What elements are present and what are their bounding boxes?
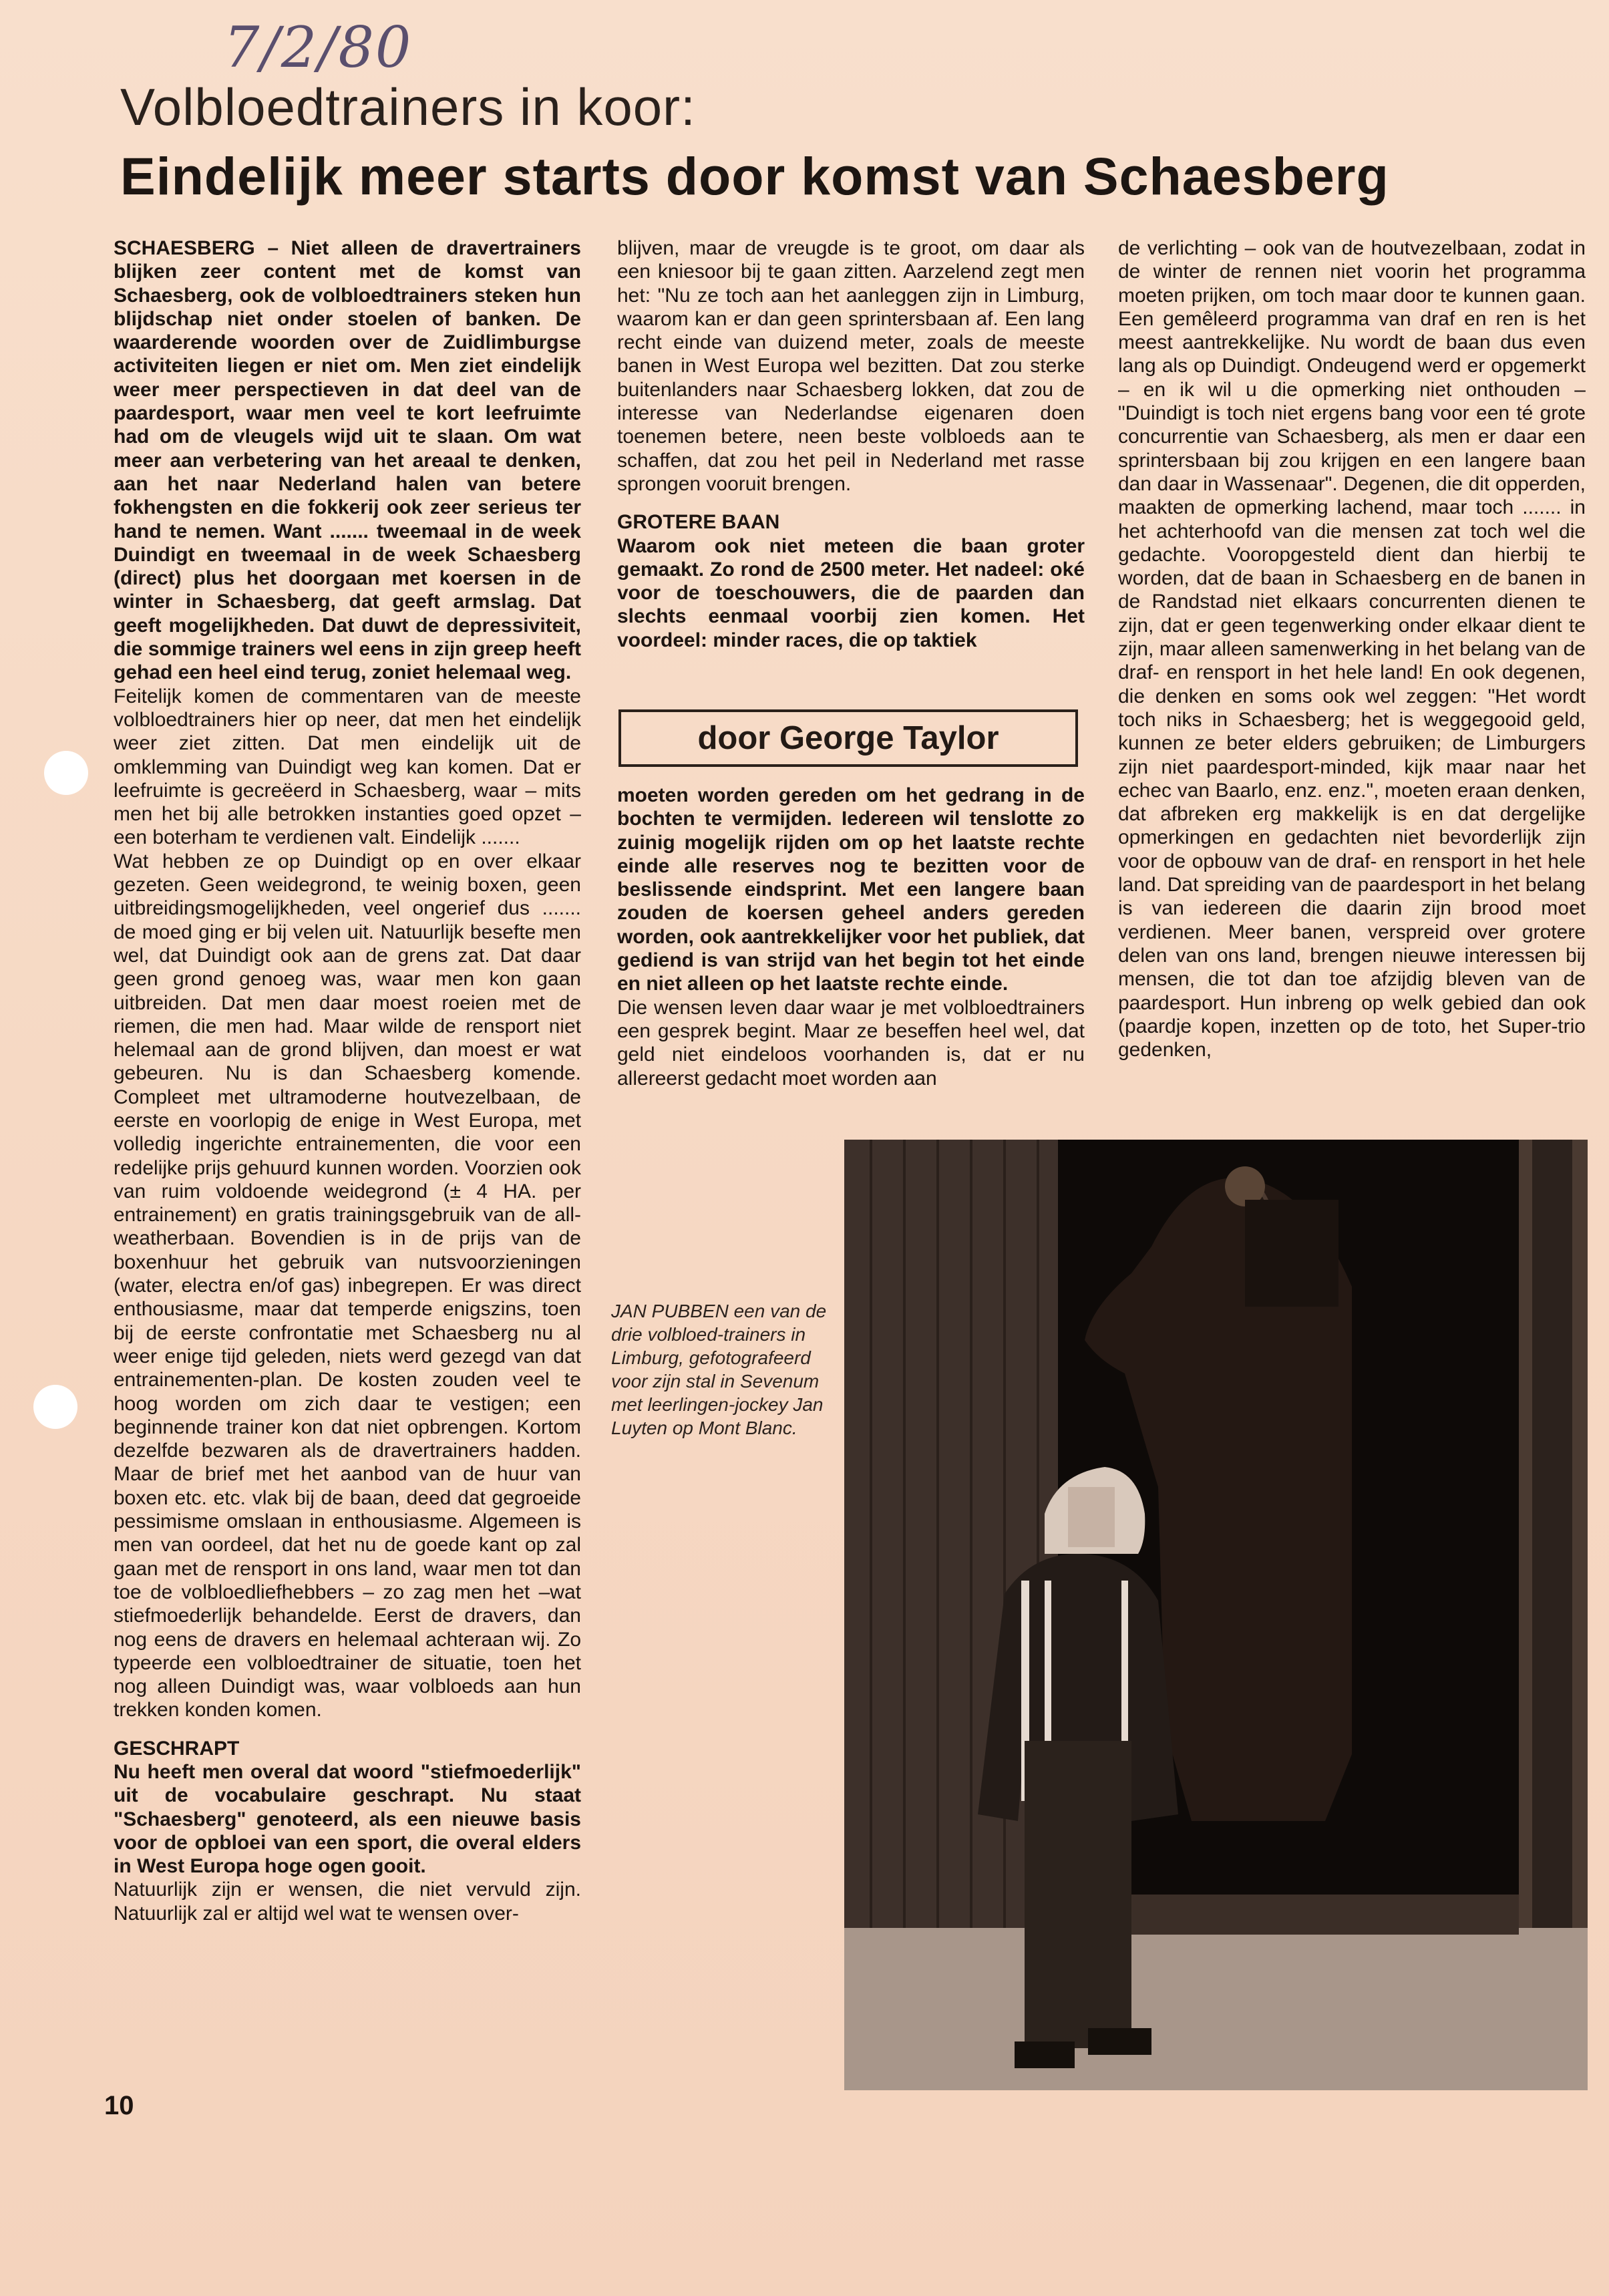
page-number: 10 bbox=[104, 2091, 134, 2120]
article-column-1 bbox=[114, 236, 581, 2078]
article-paragraph: Die wensen leven daar waar je met volbloedtrainers een gesprek begint. Maar ze beseffen heel wel, dat geld niet eindeloos voorhanden is, dat er nu allereerst gedacht moet worden aan bbox=[617, 996, 1085, 1090]
handwritten-date: 7/2/80 bbox=[224, 15, 413, 80]
article-paragraph: blijven, maar de vreugde is te groot, om daar als een kniesoor bij te gaan zitten. Aarzelend zegt men het: "Nu ze toch aan het aanleggen zijn in Limburg, waarom kan er dan geen sprintersbaan af. Een lang recht einde van duizend meter, zoals de meeste banen in West Europa wel bezitten. Dat zou sterke buitenlanders naar Schaesberg lokken, dat zou de interesse van Nederlandse eigenaren doen toenemen betere, neen beste volbloeds aan te schaffen, dat zou het peil in Nederland met rasse sprongen vooruit brengen. bbox=[617, 237, 1085, 495]
photo-trainer-with-horse bbox=[844, 1140, 1588, 2090]
photo-illustration bbox=[844, 1140, 1588, 2090]
article-paragraph: moeten worden gereden om het gedrang in de bochten te vermijden. Iedereen wil tenslotte zo zuinig mogelijk rijden om op het laatste rechte einde alle reserves nog te bezitten voor de beslissende eindsprint. Met een langere baan zouden de koersen geheel anders gereden worden, ook aantrekkelijker voor het publiek, dat gediend is van strijd van het begin tot het einde en niet alleen op het laatste rechte einde. bbox=[617, 784, 1085, 995]
headline-main: Eindelijk meer starts door komst van Schaesberg bbox=[120, 146, 1389, 206]
article-paragraph: Feitelijk komen de commentaren van de meeste volbloedtrainers hier op neer, dat men het eindelijk weer ziet zitten. Dat men eindelijk uit de omklemming van Duindigt weg kan komen. Dat er leefruimte is gecreëerd in Schaesberg, waar – mits men het bij alle betrokken instanties goed opzet – een boterham te verdienen valt. Eindelijk ....... bbox=[114, 685, 581, 849]
article-intro: SCHAESBERG – Niet alleen de dravertrainers blijken zeer content met de komst van Schaesberg, ook de volbloedtrainers steken hun blijdschap niet onder stoelen of banken. De waarderende woorden over de Zuidlimburgse activiteiten liegen er niet om. Men ziet eindelijk weer meer perspectieven in dat deel van de paardesport, waar men veel te kort leefruimte had om de vleugels wijd uit te slaan. Om wat meer aan verbetering van het areaal te denken, aan het naar Nederland halen van betere fokhengsten en die fokkerij ook zeer serieus ter hand te nemen. Want ....... tweemaal in de week Duindigt en tweemaal in de week Schaesberg (direct) plus het doorgaan met koersen in de winter in Schaesberg, dat geeft armslag. Dat geeft mogelijkheden. Dat duwt de depressiviteit, die sommige trainers wel eens in zijn greep heeft gehad een heel eind terug, zoniet helemaal weg. bbox=[114, 237, 581, 684]
punch-hole bbox=[44, 751, 88, 795]
article-paragraph: de verlichting – ook van de houtvezelbaan, zodat in de winter de rennen niet voorin het programma moeten prijken, om toch maar door te kunnen gaan. Een gemêleerd programma van draf en ren is het meest aantrekkelijke. Nu wordt de baan dus even lang als op Duindigt. Ondeugend werd er opgemerkt – en ik wil u die opmerking niet onthouden – "Duindigt is toch niet ergens bang voor een té grote concurrentie van Schaesberg, als men er daar een sprintersbaan bij zou krijgen en een langere baan dan daar in Wassenaar". Degenen, die dit opperden, maakten de opmerking lachend, maar toch ....... in het achterhoofd van die mensen zat toch wel die gedachte. Vooropgesteld dient dan hierbij te worden, dat de baan in Schaesberg en de banen in de Randstad niet elkaars concurrenten dienen te zijn, dat er geen tegenwerking onder elkaar dient te zijn, maar alleen samenwerking in het belang van de draf- en rensport in het hele land! En ook degenen, die denken en soms ook wel zeggen: "Het wordt toch niks in Schaesberg; het is weggegooid geld, kunnen ze beter elders gebruiken; de Limburgers zijn niet paardesport-minded, kijk maar naar het echec van Baarlo, enz. enz.", moeten eraan denken, dat afbreken erg makkelijk is en dat dergelijke opmerkingen en gedachten niet bevorderlijk zijn voor de opbouw van de draf- en rensport in het hele land. Dat spreiding van de paardesport in het belang is van iedereen die daarin zijn brood moet verdienen. Meer banen, verspreid over grotere delen van ons land, brengen nieuwe interessen bij mensen, die tot dan toe afzijdig bleven van de paardesport. Hun inbreng op welk gebied dan ook (paardje kopen, inzetten op de toto, het Super-trio gedenken, bbox=[1118, 237, 1586, 1061]
section-heading-geschrapt: GESCHRAPT bbox=[114, 1737, 240, 1760]
article-column-2-bottom bbox=[617, 784, 1085, 1111]
article-paragraph: Waarom ook niet meteen die baan groter gemaakt. Zo rond de 2500 meter. Het nadeel: oké voor de toeschouwers, die de paarden dan slechts eenmaal voorbij zien komen. Het voordeel: minder races, die op taktiek bbox=[617, 534, 1085, 651]
byline-box: door George Taylor bbox=[618, 709, 1078, 767]
article-column-3 bbox=[1118, 236, 1586, 1118]
article-paragraph: Natuurlijk zijn er wensen, die niet vervuld zijn. Natuurlijk zal er altijd wel wat te wensen over- bbox=[114, 1878, 581, 1925]
punch-hole bbox=[33, 1385, 77, 1429]
article-column-2-top bbox=[617, 236, 1085, 697]
article-paragraph: Nu heeft men overal dat woord "stiefmoederlijk" uit de vocabulaire geschrapt. Nu staat "Schaesberg" genoteerd, als een nieuwe basis voor de opbloei van een sport, die overal elders in West Europa hoge ogen gooit. bbox=[114, 1761, 581, 1878]
section-heading-grotere-baan: GROTERE BAAN bbox=[617, 511, 780, 534]
article-paragraph: Wat hebben ze op Duindigt op en over elkaar gezeten. Geen weidegrond, te weinig boxen, geen uitbreidingsmogelijkheden, veel ongerief dus ....... de moed ging er bij velen uit. Natuurlijk besefte men wel, dat Duindigt ook aan de grens zat. Dat daar geen grond genoeg was, waar men kon gaan uitbreiden. Dat men daar moest roeien met de riemen, die men had. Maar wilde de rensport niet helemaal aan de grond blijven, dan moest er wat gebeuren. Nu is dan Schaesberg komende. Compleet met ultramoderne houtvezelbaan, de eerste en voorlopig de enige in West Europa, met volledig ingerichte entrainementen, die voor een redelijke prijs gehuurd kunnen worden. Voorzien ook van ruim voldoende weidegrond (± 4 HA. per entrainement) en gratis trainingsgebruik van de all-weatherbaan. Bovendien is in de prijs van de boxenhuur het gebruik van nutsvoorzieningen (water, electra en/of gas) inbegrepen. Er was direct enthousiasme, maar dat temperde enigszins, toen bij de eerste confrontatie met Schaesberg nu al weer enige tijd geleden, niets werd gezegd van dat entrainementen-plan. De kosten zouden veel te hoog worden om zich daar te vestigen; een beginnende trainer kon dat niet opbrengen. Kortom dezelfde bezwaren als de dravertrainers hadden. Maar de brief met het aanbod van de huur van boxen etc. etc. vlak bij de baan, deed dat gegroeide pessimisme omslaan in enthousiasme. Algemeen is men van oordeel, dat het nu de goede kant op zal gaan met de rensport in ons land, waar men tot dan toe de volbloedliefhebbers – zo zag men het –wat stiefmoederlijk behandelde. Eerst de dravers, dan nog eens de dravers en helemaal achteraan wij. Zo typeerde een volbloedtrainer de situatie, toen het nog alleen Duindigt was, waar volbloeds aan hun trekken konden komen. bbox=[114, 850, 581, 1721]
headline-kicker: Volbloedtrainers in koor: bbox=[120, 77, 696, 136]
photo-caption: JAN PUBBEN een van de drie volbloed-trainers in Limburg, gefotografeerd voor zijn stal in Sevenum met leerlingen-jockey Jan Luyten op Mont Blanc. bbox=[611, 1301, 827, 1438]
